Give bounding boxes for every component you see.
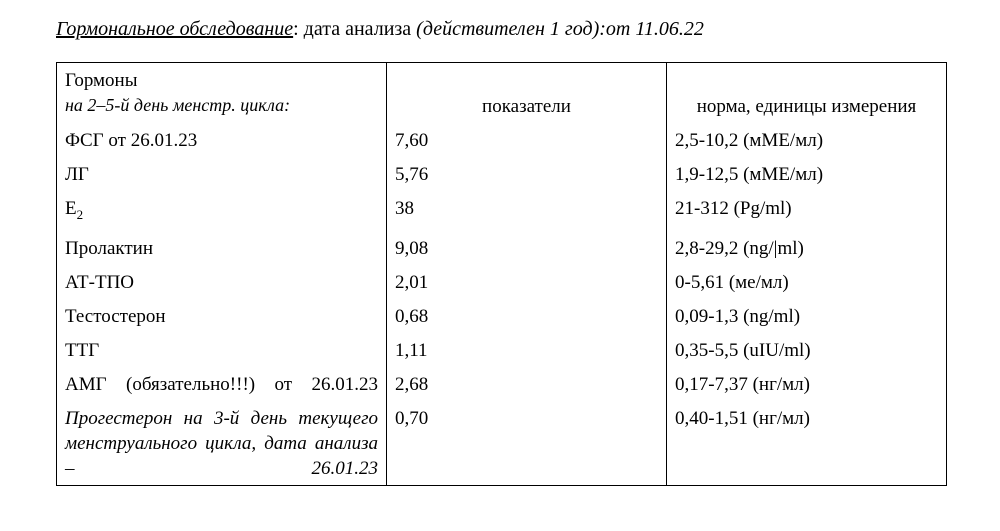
header-value-label: показатели: [482, 96, 571, 117]
cell-hormone-norm: 21-312 (Pg/ml): [667, 191, 947, 231]
cell-hormone-name: Прогестерон на 3-й день текущего менструального цикла, дата анализа – 26.01.23: [57, 401, 387, 486]
cell-hormone-value: 7,60: [387, 123, 667, 157]
cell-hormone-norm: 2,5-10,2 (мМЕ/мл): [667, 123, 947, 157]
cell-hormone-value: 0,70: [387, 401, 667, 486]
cell-hormone-name: АМГ (обязательно!!!) от 26.01.23: [57, 367, 387, 401]
page-title-italic: (действителен 1 год):от 11.06.22: [416, 18, 704, 40]
table-row: [57, 265, 947, 299]
header-name-line1: Гормоны: [65, 70, 138, 91]
table-row: [57, 123, 947, 157]
cell-hormone-name: ТТГ: [57, 333, 387, 367]
cell-hormone-norm: 2,8-29,2 (ng/|ml): [667, 231, 947, 265]
page-title-underlined: Гормональное обследование: [56, 18, 294, 40]
cell-hormone-norm: 1,9-12,5 (мМЕ/мл): [667, 157, 947, 191]
table-row: [57, 333, 947, 367]
header-name-line2: на 2–5-й день менстр. цикла:: [65, 95, 291, 115]
cell-hormone-name: Тестостерон: [57, 299, 387, 333]
header-norm-label: норма, единицы измерения: [696, 96, 917, 117]
cell-hormone-value: 0,68: [387, 299, 667, 333]
cell-hormone-name: АТ-ТПО: [57, 265, 387, 299]
cell-hormone-name: ЛГ: [57, 157, 387, 191]
hormone-results-table: [56, 62, 947, 486]
cell-hormone-value: 2,68: [387, 367, 667, 401]
cell-hormone-value: 9,08: [387, 231, 667, 265]
table-row: [57, 231, 947, 265]
cell-hormone-value: 1,11: [387, 333, 667, 367]
table-header-row: [57, 63, 947, 124]
cell-hormone-norm: 0,35-5,5 (uIU/ml): [667, 333, 947, 367]
cell-hormone-value: 2,01: [387, 265, 667, 299]
cell-hormone-value: 38: [387, 191, 667, 231]
table-row: [57, 299, 947, 333]
header-cell-value: [387, 63, 667, 124]
page-title: [56, 16, 704, 42]
cell-hormone-name: Пролактин: [57, 231, 387, 265]
table-row: [57, 157, 947, 191]
cell-hormone-norm: 0,17-7,37 (нг/мл): [667, 367, 947, 401]
cell-hormone-norm: 0-5,61 (ме/мл): [667, 265, 947, 299]
cell-hormone-name: $Е_2$: [57, 191, 387, 231]
table-row: [57, 401, 947, 486]
table-row: [57, 191, 947, 231]
page-title-plain: : дата анализа: [293, 18, 417, 40]
table-row: [57, 367, 947, 401]
header-cell-name: [57, 63, 387, 124]
header-cell-norm: [667, 63, 947, 124]
cell-hormone-name: ФСГ от 26.01.23: [57, 123, 387, 157]
cell-hormone-norm: 0,40-1,51 (нг/мл): [667, 401, 947, 486]
cell-hormone-norm: 0,09-1,3 (ng/ml): [667, 299, 947, 333]
cell-hormone-value: 5,76: [387, 157, 667, 191]
